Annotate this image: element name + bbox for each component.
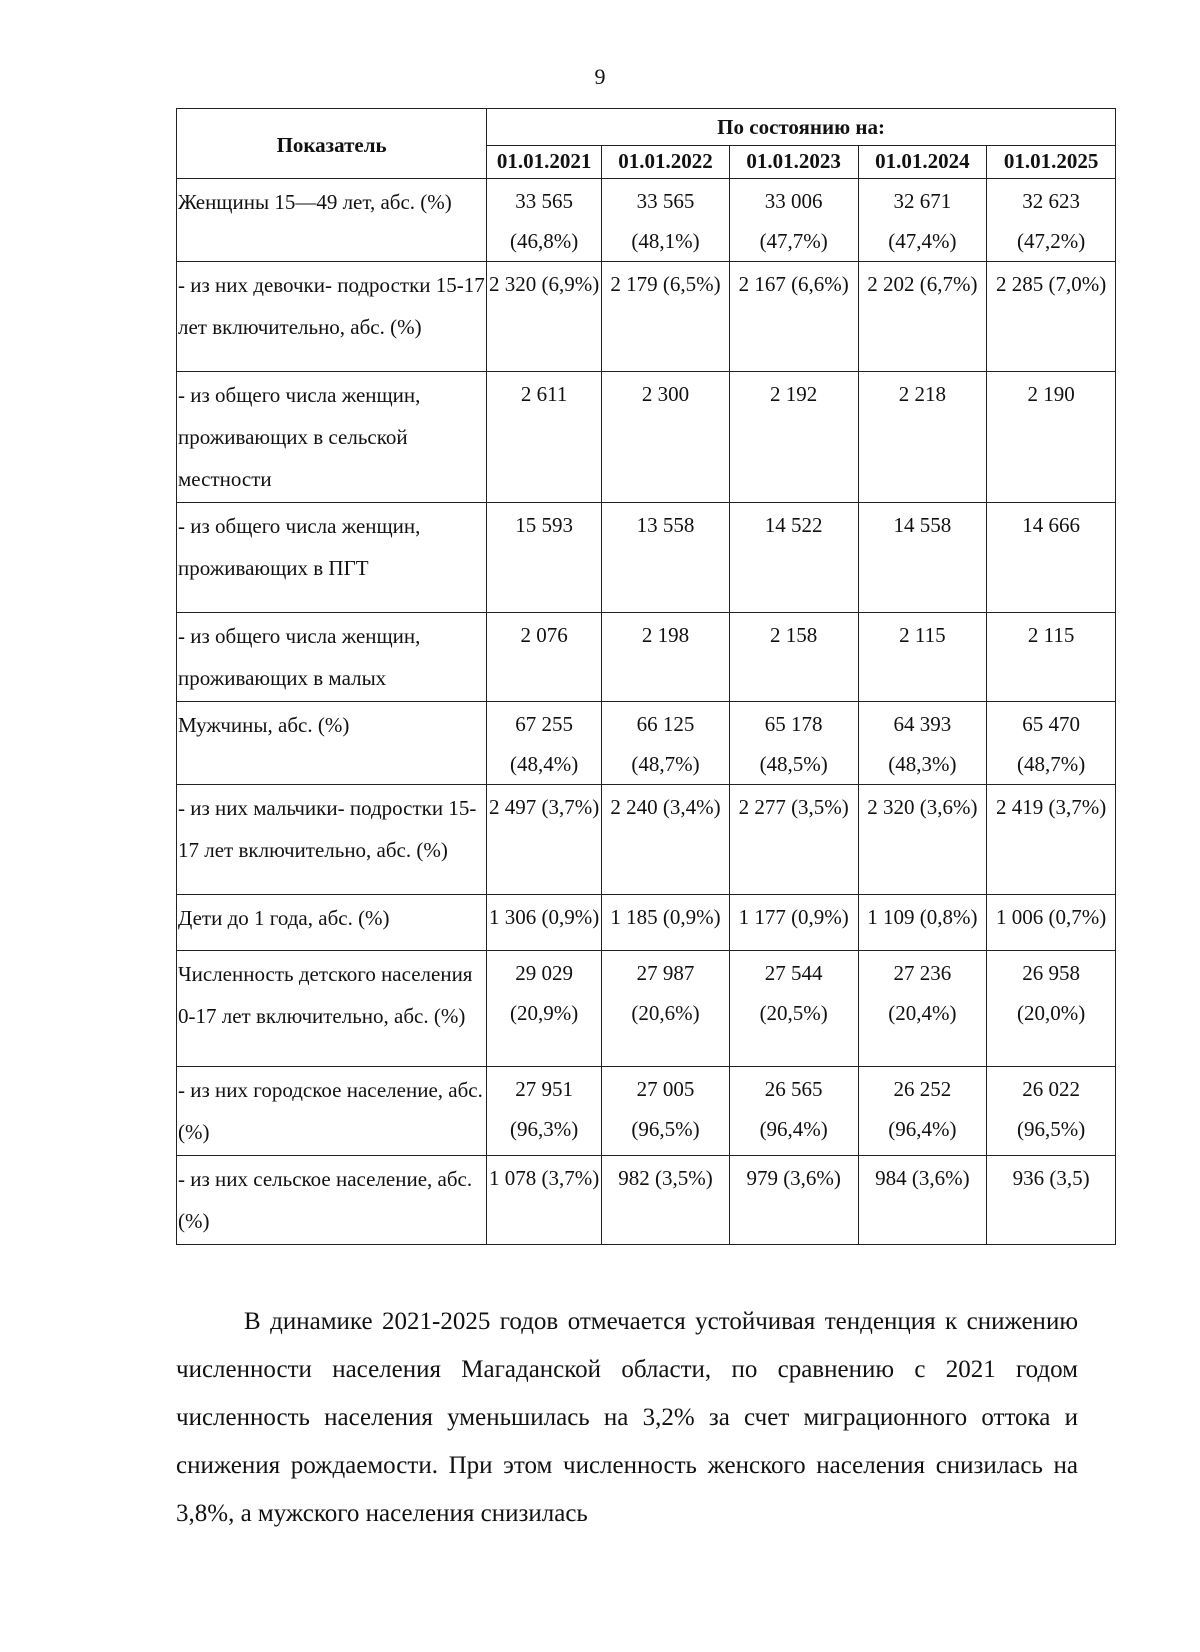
table-cell: 15 593 (487, 503, 602, 613)
table-cell: 67 255 (48,4%) (487, 702, 602, 785)
row-label: Мужчины, абс. (%) (177, 702, 487, 785)
table-cell: 2 115 (858, 613, 987, 702)
row-label: - из них городское население, абс. (%) (177, 1067, 487, 1156)
table-cell: 2 611 (487, 372, 602, 503)
header-date: 01.01.2022 (602, 146, 730, 179)
table-cell: 2 320 (6,9%) (487, 262, 602, 372)
table-cell: 33 565 (46,8%) (487, 179, 602, 262)
table-cell: 1 006 (0,7%) (987, 895, 1116, 951)
table-row (177, 262, 1116, 372)
row-label: Женщины 15—49 лет, абс. (%) (177, 179, 487, 262)
table-row (177, 1067, 1116, 1156)
table-cell: 2 076 (487, 613, 602, 702)
table-cell: 27 005 (96,5%) (602, 1067, 730, 1156)
table-cell: 2 202 (6,7%) (858, 262, 987, 372)
table-cell: 13 558 (602, 503, 730, 613)
paragraph-text: В динамике 2021-2025 годов отмечается устойчивая тенденция к снижению численности населения Магаданской области, по сравнению с 2021 годом численность населения уменьшилась на 3,2% за счет миграционного оттока и снижения рождаемости. При этом численность женского населения снизилась на 3,8%, а мужского населения снизилась (176, 1308, 1078, 1527)
table-cell: 2 285 (7,0%) (987, 262, 1116, 372)
table-cell: 29 029 (20,9%) (487, 951, 602, 1067)
table-cell: 26 252 (96,4%) (858, 1067, 987, 1156)
table-cell: 1 185 (0,9%) (602, 895, 730, 951)
table-cell: 2 190 (987, 372, 1116, 503)
table-cell: 2 198 (602, 613, 730, 702)
table-cell: 2 240 (3,4%) (602, 785, 730, 895)
row-label: Дети до 1 года, абс. (%) (177, 895, 487, 951)
table-cell: 2 277 (3,5%) (729, 785, 858, 895)
table-cell: 33 565 (48,1%) (602, 179, 730, 262)
table-cell: 2 115 (987, 613, 1116, 702)
table-cell: 1 177 (0,9%) (729, 895, 858, 951)
row-label: - из них сельское население, абс. (%) (177, 1156, 487, 1245)
row-label: Численность детского населения 0-17 лет включительно, абс. (%) (177, 951, 487, 1067)
table-row (177, 613, 1116, 702)
table-cell: 32 623 (47,2%) (987, 179, 1116, 262)
row-label: - из общего числа женщин, проживающих в ПГТ (177, 503, 487, 613)
table-row (177, 702, 1116, 785)
header-group: По состоянию на: (487, 109, 1116, 146)
table-cell: 984 (3,6%) (858, 1156, 987, 1245)
body-paragraph (176, 1298, 1078, 1538)
table-row (177, 179, 1116, 262)
table-row (177, 372, 1116, 503)
table-cell: 14 522 (729, 503, 858, 613)
table-cell: 1 306 (0,9%) (487, 895, 602, 951)
table-cell: 2 192 (729, 372, 858, 503)
table-row (177, 895, 1116, 951)
table-cell: 979 (3,6%) (729, 1156, 858, 1245)
demographics-table (176, 108, 1116, 1245)
page-number: 9 (594, 64, 606, 89)
row-label: - из них девочки- подростки 15-17 лет включительно, абс. (%) (177, 262, 487, 372)
table-cell: 2 419 (3,7%) (987, 785, 1116, 895)
table-cell: 33 006 (47,7%) (729, 179, 858, 262)
table-row (177, 785, 1116, 895)
table-cell: 27 951 (96,3%) (487, 1067, 602, 1156)
row-label: - из них мальчики- подростки 15-17 лет включительно, абс. (%) (177, 785, 487, 895)
table-cell: 65 470 (48,7%) (987, 702, 1116, 785)
table-cell: 14 558 (858, 503, 987, 613)
table-cell: 2 179 (6,5%) (602, 262, 730, 372)
row-label: - из общего числа женщин, проживающих в сельской местности (177, 372, 487, 503)
table-row (177, 951, 1116, 1067)
table-cell: 1 109 (0,8%) (858, 895, 987, 951)
header-indicator: Показатель (177, 109, 487, 179)
table-cell: 64 393 (48,3%) (858, 702, 987, 785)
table-body (177, 179, 1116, 1245)
table-cell: 2 167 (6,6%) (729, 262, 858, 372)
table-cell: 27 236 (20,4%) (858, 951, 987, 1067)
table-cell: 2 218 (858, 372, 987, 503)
table-cell: 14 666 (987, 503, 1116, 613)
table-cell: 2 497 (3,7%) (487, 785, 602, 895)
header-date: 01.01.2023 (729, 146, 858, 179)
table-cell: 26 958 (20,0%) (987, 951, 1116, 1067)
table-cell: 26 022 (96,5%) (987, 1067, 1116, 1156)
row-label: - из общего числа женщин, проживающих в малых (177, 613, 487, 702)
table-cell: 1 078 (3,7%) (487, 1156, 602, 1245)
table-cell: 982 (3,5%) (602, 1156, 730, 1245)
table-row (177, 1156, 1116, 1245)
table-cell: 66 125 (48,7%) (602, 702, 730, 785)
table-cell: 2 300 (602, 372, 730, 503)
table-cell: 26 565 (96,4%) (729, 1067, 858, 1156)
table-cell: 27 544 (20,5%) (729, 951, 858, 1067)
table-cell: 936 (3,5) (987, 1156, 1116, 1245)
table-cell: 32 671 (47,4%) (858, 179, 987, 262)
table-cell: 27 987 (20,6%) (602, 951, 730, 1067)
header-date: 01.01.2021 (487, 146, 602, 179)
table-cell: 2 158 (729, 613, 858, 702)
table-cell: 65 178 (48,5%) (729, 702, 858, 785)
header-date: 01.01.2025 (987, 146, 1116, 179)
table-cell: 2 320 (3,6%) (858, 785, 987, 895)
header-date: 01.01.2024 (858, 146, 987, 179)
table-row (177, 503, 1116, 613)
